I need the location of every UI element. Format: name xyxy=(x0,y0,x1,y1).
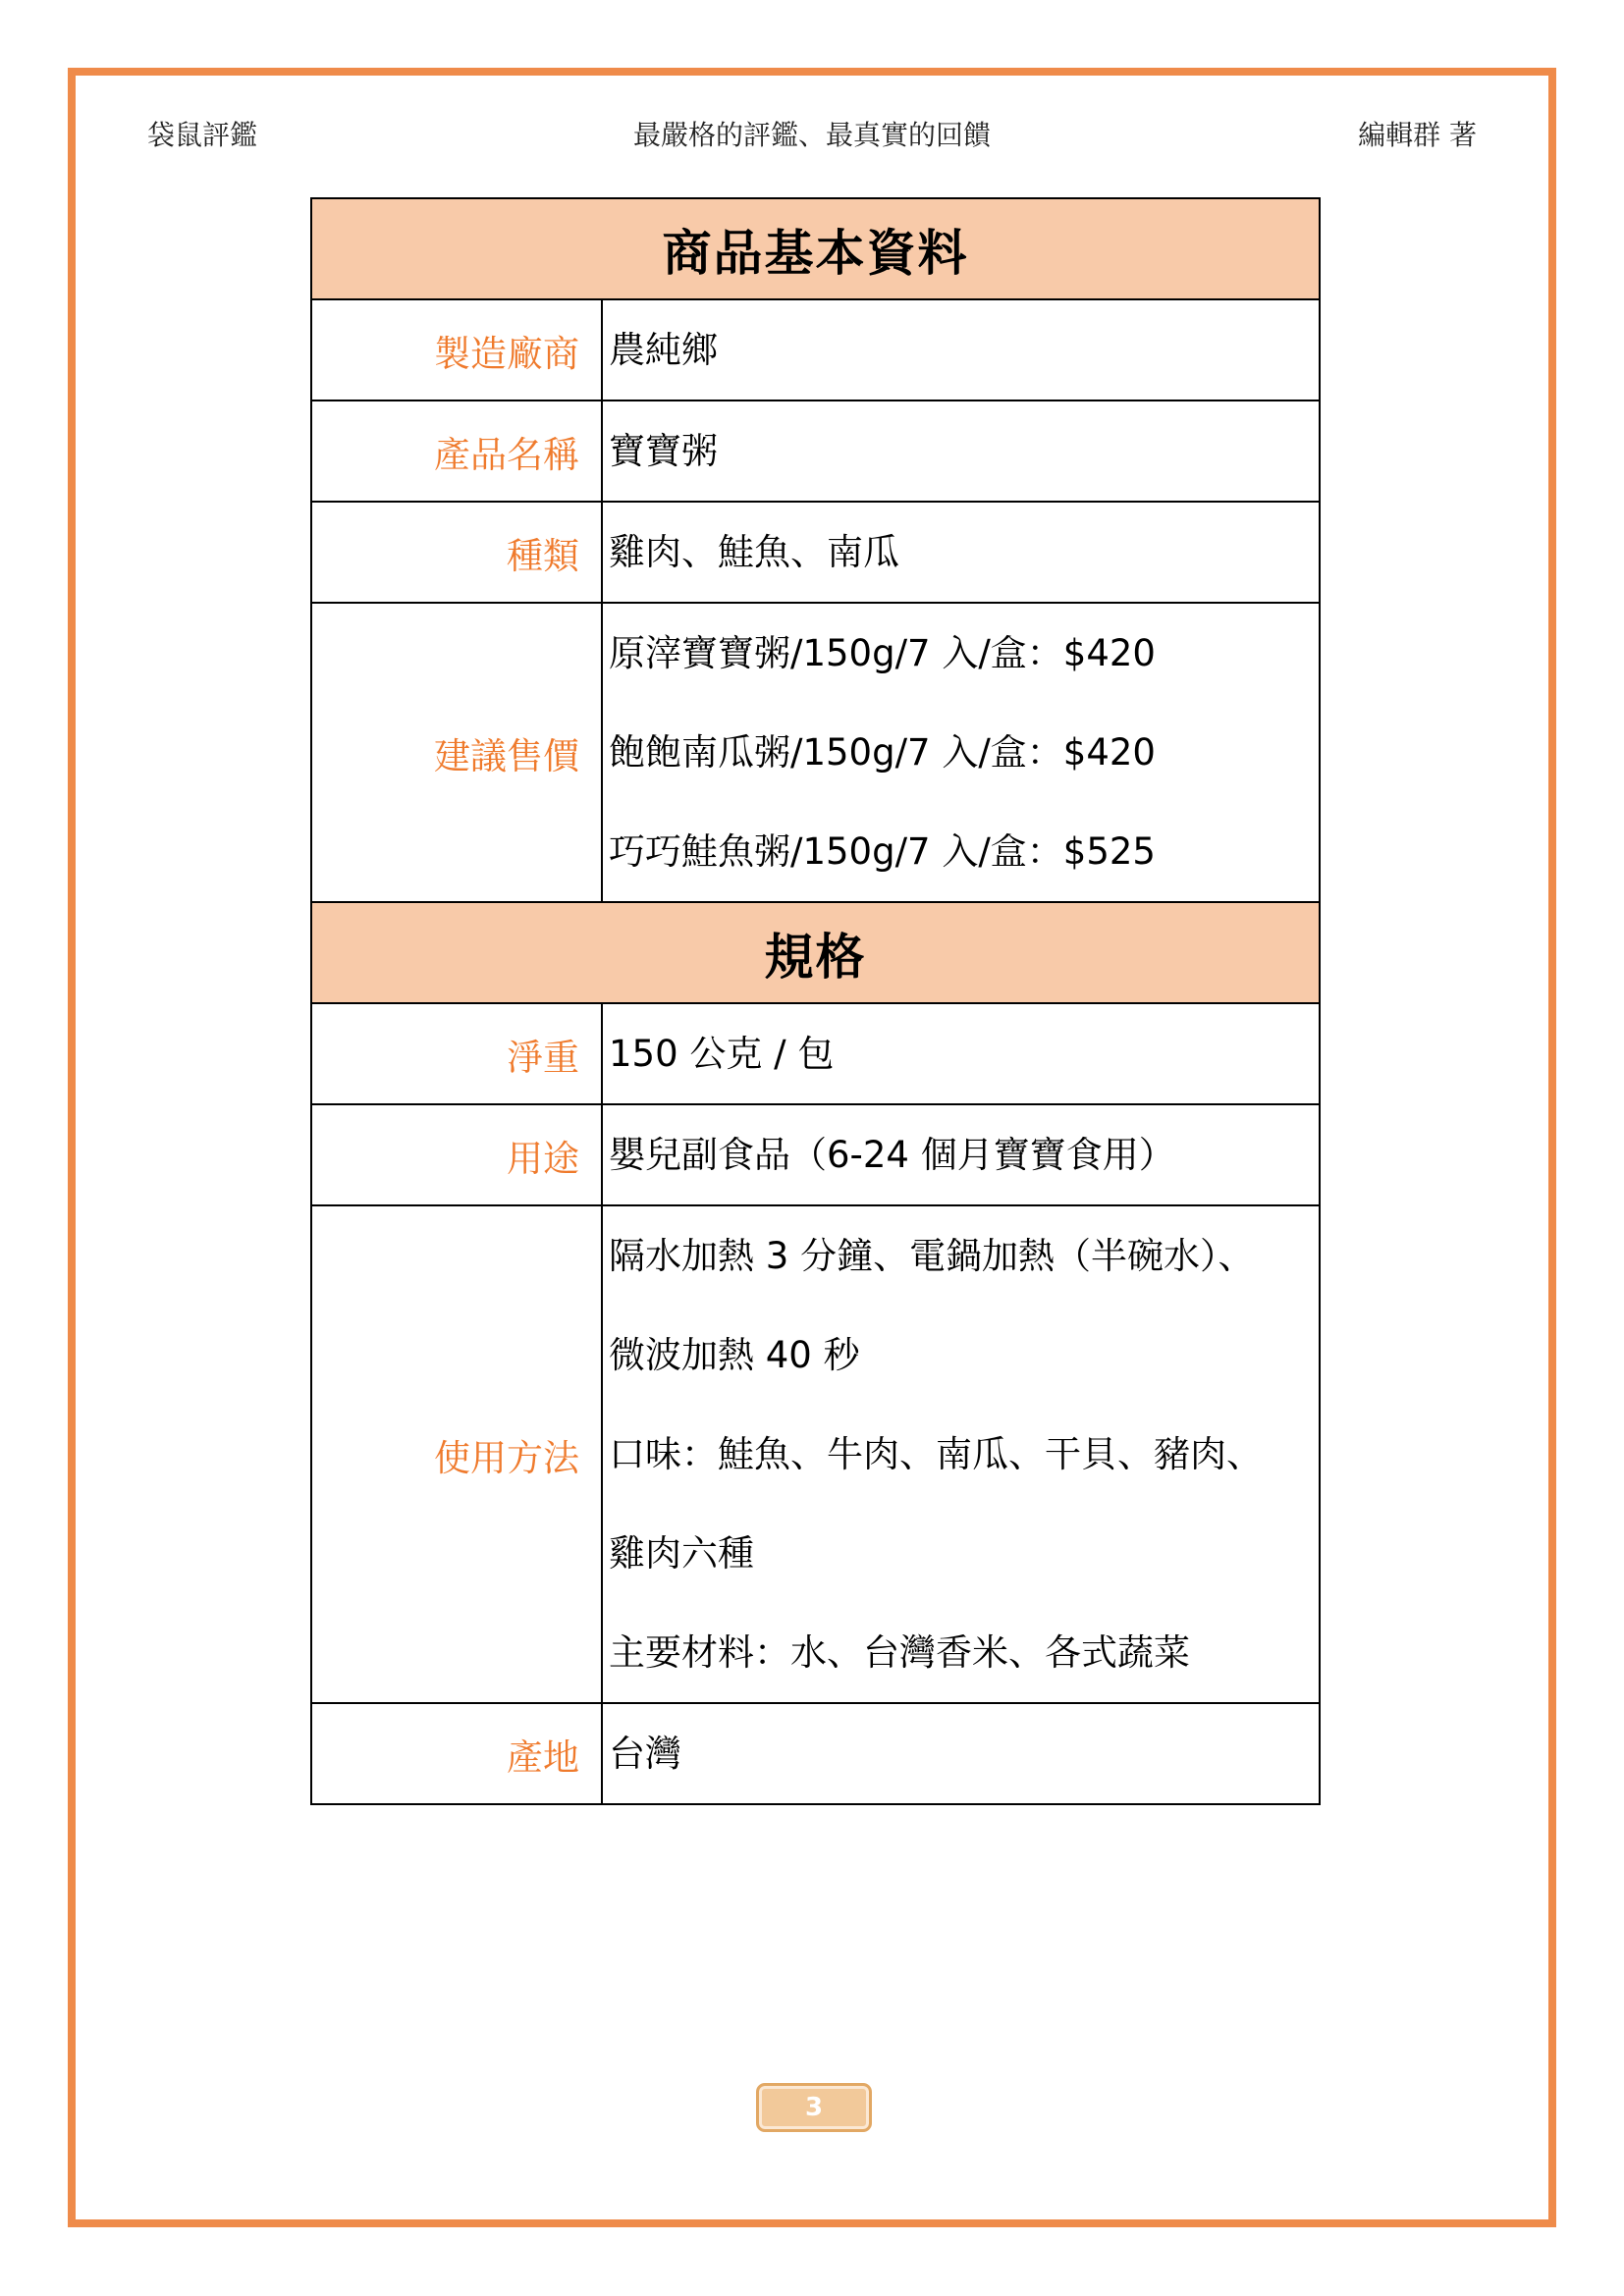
row-value-product-name xyxy=(602,400,1320,502)
value-line: 飽飽南瓜粥/150g/7 入/盒：$420 xyxy=(609,731,1156,774)
table-row xyxy=(311,400,1320,502)
value-line: 隔水加熱 3 分鐘、電鍋加熱（半碗水）、 xyxy=(609,1235,1255,1277)
value-line: 台灣 xyxy=(609,1733,681,1775)
table-row xyxy=(311,1104,1320,1205)
header-left-title: 袋鼠評鑑 xyxy=(147,119,258,151)
row-label-origin: 產地 xyxy=(311,1703,602,1804)
row-label-usage: 用途 xyxy=(311,1104,602,1205)
header-center-slogan: 最嚴格的評鑑、最真實的回饋 xyxy=(632,119,991,151)
value-line: 雞肉六種 xyxy=(609,1532,754,1575)
row-value-usage xyxy=(602,1104,1320,1205)
value-line: 微波加熱 40 秒 xyxy=(609,1334,860,1376)
section-header-basic-info xyxy=(311,198,1320,299)
value-line: 嬰兒副食品（6-24 個月寶寶食用） xyxy=(609,1134,1175,1176)
header-right-author: 編輯群 著 xyxy=(1358,119,1477,151)
value-line: 雞肉、鮭魚、南瓜 xyxy=(609,531,899,573)
row-label-instructions: 使用方法 xyxy=(311,1205,602,1703)
table-row xyxy=(311,1703,1320,1804)
table-row xyxy=(311,299,1320,400)
row-label-net-weight: 淨重 xyxy=(311,1003,602,1104)
table-row xyxy=(311,1205,1320,1703)
section-title-spec: 規格 xyxy=(311,902,1320,1003)
table-row xyxy=(311,603,1320,902)
row-value-variety xyxy=(602,502,1320,603)
table-row xyxy=(311,502,1320,603)
row-label-product-name: 產品名稱 xyxy=(311,400,602,502)
row-label-variety: 種類 xyxy=(311,502,602,603)
section-header-spec xyxy=(311,902,1320,1003)
value-line: 農純鄉 xyxy=(609,329,718,371)
row-value-origin xyxy=(602,1703,1320,1804)
product-info-table xyxy=(310,197,1321,1805)
row-value-manufacturer xyxy=(602,299,1320,400)
section-title-basic-info: 商品基本資料 xyxy=(311,198,1320,299)
row-label-manufacturer: 製造廠商 xyxy=(311,299,602,400)
row-value-instructions xyxy=(602,1205,1320,1703)
row-value-suggested-price xyxy=(602,603,1320,902)
value-line: 原滓寶寶粥/150g/7 入/盒：$420 xyxy=(609,632,1156,674)
row-value-net-weight xyxy=(602,1003,1320,1104)
table-row xyxy=(311,1003,1320,1104)
page-number-badge: 3 xyxy=(756,2083,872,2132)
value-line: 寶寶粥 xyxy=(609,430,718,472)
row-label-suggested-price: 建議售價 xyxy=(311,603,602,902)
value-line: 150 公克 / 包 xyxy=(609,1033,835,1075)
value-line: 巧巧鮭魚粥/150g/7 入/盒：$525 xyxy=(609,830,1156,873)
value-line: 口味：鮭魚、牛肉、南瓜、干貝、豬肉、 xyxy=(609,1433,1263,1475)
value-line: 主要材料：水、台灣香米、各式蔬菜 xyxy=(609,1631,1190,1674)
